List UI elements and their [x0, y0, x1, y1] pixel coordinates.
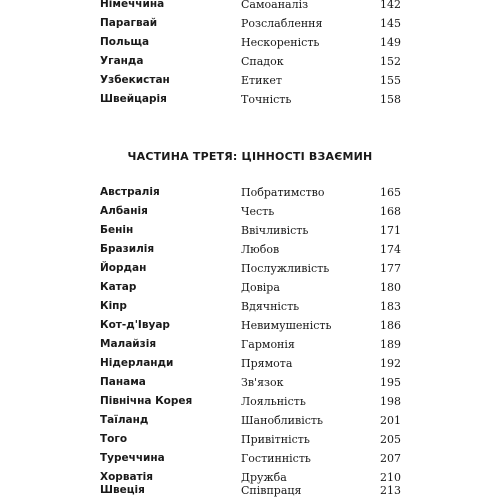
- toc-row: [0, 14, 500, 33]
- country-name: Німеччина: [100, 0, 165, 10]
- page-number: 155: [380, 74, 401, 87]
- country-name: Кот-д'Івуар: [100, 319, 170, 331]
- country-name: Албанія: [100, 205, 148, 217]
- value-name: Ввічливість: [241, 224, 309, 237]
- toc-row: [0, 297, 500, 316]
- country-name: Катар: [100, 281, 137, 293]
- toc-row: [0, 240, 500, 259]
- country-name: Бенін: [100, 224, 134, 236]
- toc-row: [0, 183, 500, 202]
- toc-row: [0, 259, 500, 278]
- country-name: Швейцарія: [100, 93, 167, 105]
- value-name: Зв'язок: [241, 376, 284, 389]
- page-number: 195: [380, 376, 401, 389]
- country-name: Малайзія: [100, 338, 157, 350]
- country-name: Нідерланди: [100, 357, 174, 369]
- page-number: 213: [380, 484, 401, 497]
- country-name: Таїланд: [100, 414, 149, 426]
- page-number: 205: [380, 433, 401, 446]
- page-number: 186: [380, 319, 401, 332]
- country-name: Північна Корея: [100, 395, 193, 407]
- page-number: 168: [380, 205, 401, 218]
- page-number: 142: [380, 0, 401, 11]
- value-name: Честь: [241, 205, 275, 218]
- page-number: 145: [380, 17, 401, 30]
- country-name: Парагвай: [100, 17, 158, 29]
- toc-row: [0, 278, 500, 297]
- toc-row: [0, 71, 500, 90]
- country-name: Кіпр: [100, 300, 127, 312]
- value-name: Дружба: [241, 471, 287, 484]
- value-name: Співпраця: [241, 484, 302, 497]
- page-number: 152: [380, 55, 401, 68]
- value-name: Довіра: [241, 281, 280, 294]
- value-name: Спадок: [241, 55, 284, 68]
- value-name: Шанобливість: [241, 414, 323, 427]
- value-name: Гостинність: [241, 452, 311, 465]
- toc-row: [0, 411, 500, 430]
- country-name: Туреччина: [100, 452, 165, 464]
- value-name: Побратимство: [241, 186, 325, 199]
- page-number: 201: [380, 414, 401, 427]
- section-heading: ЧАСТИНА ТРЕТЯ: ЦІННОСТІ ВЗАЄМИН: [127, 150, 373, 163]
- country-name: Польща: [100, 36, 150, 48]
- value-name: Розслаблення: [241, 17, 323, 30]
- value-name: Привітність: [241, 433, 310, 446]
- toc-row: [0, 354, 500, 373]
- country-name: Панама: [100, 376, 146, 388]
- page-number: 207: [380, 452, 401, 465]
- page-number: 192: [380, 357, 401, 370]
- toc-row: [0, 316, 500, 335]
- value-name: Етикет: [241, 74, 282, 87]
- country-name: Узбекистан: [100, 74, 170, 86]
- toc-row: [0, 52, 500, 71]
- value-name: Прямота: [241, 357, 293, 370]
- page-number: 165: [380, 186, 401, 199]
- value-name: Гармонія: [241, 338, 295, 351]
- toc-row: [0, 90, 500, 109]
- value-name: Самоаналіз: [241, 0, 309, 11]
- value-name: Невимушеність: [241, 319, 332, 332]
- page-number: 183: [380, 300, 401, 313]
- country-name: Бразилія: [100, 243, 155, 255]
- country-name: Уганда: [100, 55, 144, 67]
- value-name: Вдячність: [241, 300, 300, 313]
- page-number: 174: [380, 243, 401, 256]
- value-name: Лояльність: [241, 395, 306, 408]
- toc-row: [0, 335, 500, 354]
- toc-row: [0, 481, 500, 500]
- toc-row: [0, 0, 500, 14]
- page-number: 189: [380, 338, 401, 351]
- country-name: Швеція: [100, 484, 145, 496]
- page-number: 180: [380, 281, 401, 294]
- page-number: 177: [380, 262, 401, 275]
- toc-row: [0, 373, 500, 392]
- page-number: 198: [380, 395, 401, 408]
- toc-row: [0, 33, 500, 52]
- page-number: 210: [380, 471, 401, 484]
- country-name: Того: [100, 433, 128, 445]
- toc-row: [0, 430, 500, 449]
- country-name: Йордан: [100, 262, 147, 274]
- toc-row: [0, 221, 500, 240]
- country-name: Хорватія: [100, 471, 153, 483]
- value-name: Нескореність: [241, 36, 320, 49]
- page-number: 171: [380, 224, 401, 237]
- value-name: Любов: [241, 243, 280, 256]
- page-number: 158: [380, 93, 401, 106]
- value-name: Точність: [241, 93, 292, 106]
- value-name: Послужливість: [241, 262, 330, 275]
- toc-row: [0, 202, 500, 221]
- page-number: 149: [380, 36, 401, 49]
- toc-row: [0, 449, 500, 468]
- country-name: Австралія: [100, 186, 160, 198]
- toc-row: [0, 392, 500, 411]
